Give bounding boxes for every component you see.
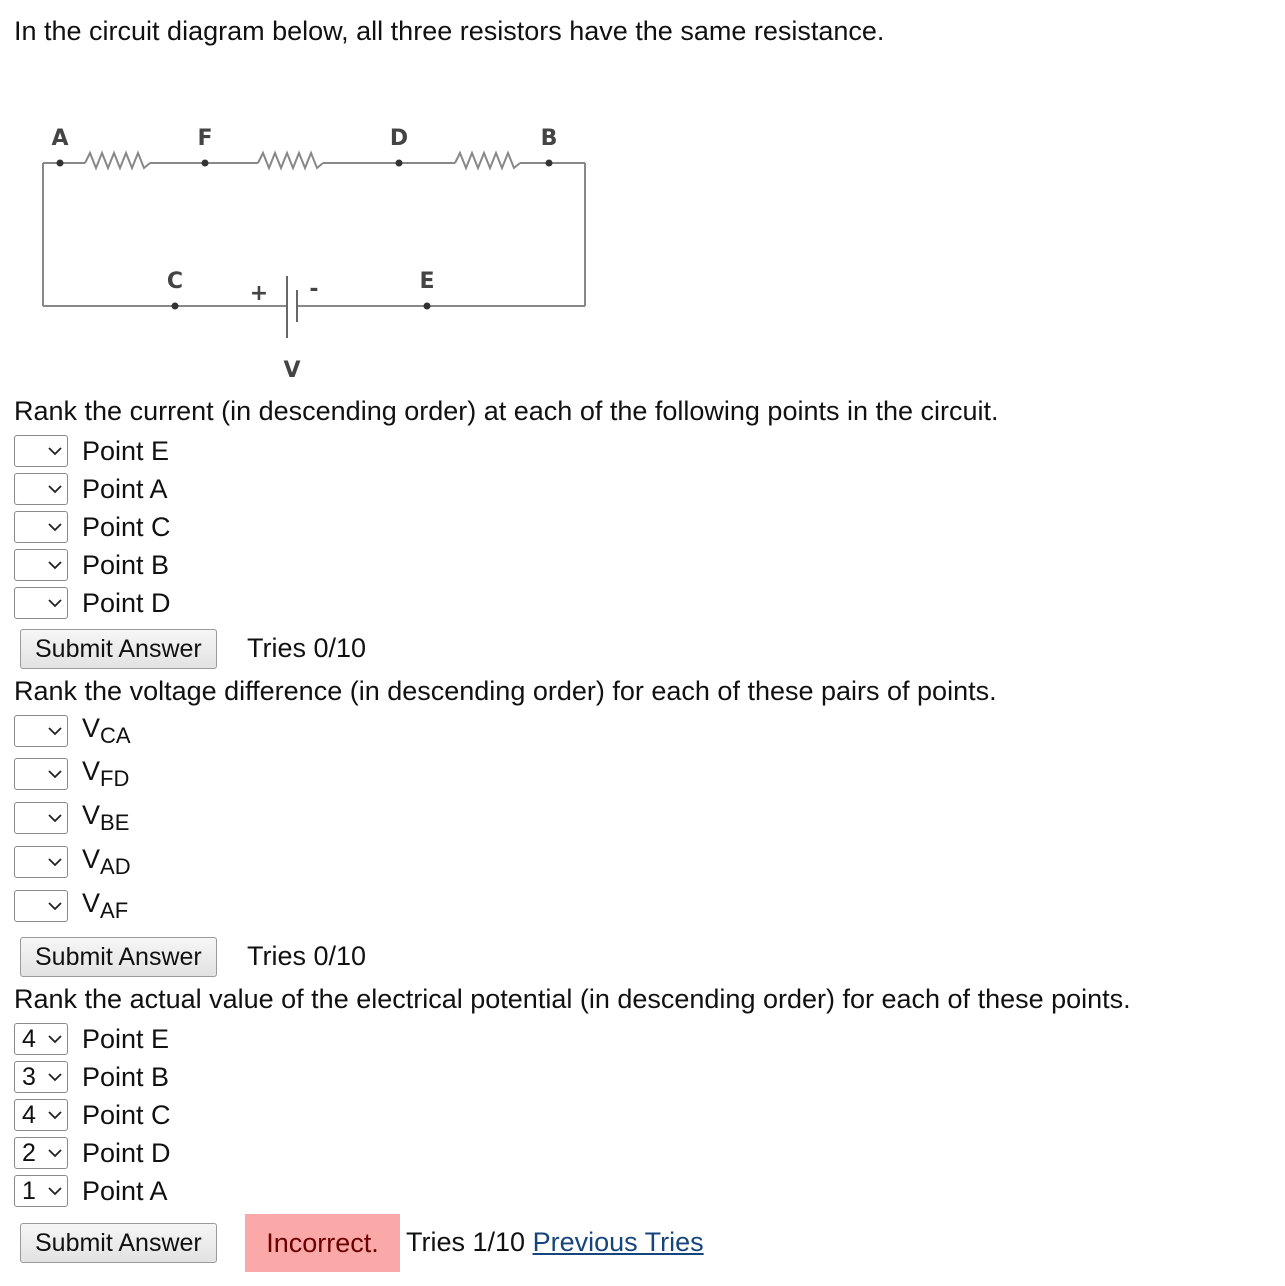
- rank-select[interactable]: [14, 802, 68, 834]
- label-v: V: [283, 358, 301, 383]
- rank-select-value: 3: [22, 1062, 36, 1091]
- voltage-subscript: AF: [100, 898, 129, 923]
- label-plus: +: [249, 281, 269, 306]
- chevron-down-icon: [48, 598, 62, 608]
- rank-select[interactable]: [14, 890, 68, 922]
- chevron-down-icon: [48, 1110, 62, 1120]
- rank-select[interactable]: [14, 549, 68, 581]
- chevron-down-icon: [48, 1186, 62, 1196]
- circuit-diagram: [0, 110, 620, 385]
- question-current-prompt: Rank the current (in descending order) at each of the following points in the circuit.: [14, 396, 999, 426]
- submit-potential-button[interactable]: Submit Answer: [20, 1223, 217, 1263]
- point-d-dot: [396, 160, 403, 167]
- rank-row: [14, 472, 168, 506]
- incorrect-status-badge: Incorrect.: [245, 1214, 400, 1272]
- rank-row: [14, 1174, 168, 1208]
- rank-row: [14, 1022, 169, 1056]
- rank-item-label: Point C: [82, 511, 171, 542]
- rank-row: [14, 510, 171, 544]
- point-e-dot: [424, 303, 431, 310]
- rank-row: [14, 586, 171, 620]
- rank-select-value: 4: [22, 1024, 36, 1053]
- rank-row: [14, 1060, 169, 1094]
- rank-select-value: 2: [22, 1138, 36, 1167]
- voltage-symbol: V: [82, 888, 101, 918]
- rank-item-label: Point B: [82, 1061, 170, 1092]
- voltage-subscript: CA: [100, 723, 131, 748]
- chevron-down-icon: [48, 522, 62, 532]
- rank-item-label: [82, 890, 128, 922]
- rank-select[interactable]: [14, 1061, 68, 1093]
- rank-item-label: Point E: [82, 435, 170, 466]
- rank-item-label: Point A: [82, 473, 168, 504]
- rank-select[interactable]: [14, 473, 68, 505]
- label-e: E: [419, 269, 435, 294]
- rank-select[interactable]: [14, 1023, 68, 1055]
- rank-item-label: Point B: [82, 549, 170, 580]
- chevron-down-icon: [48, 560, 62, 570]
- point-f-dot: [202, 160, 209, 167]
- voltage-subscript: BE: [100, 810, 130, 835]
- voltage-symbol: V: [82, 713, 101, 743]
- submit-current-button[interactable]: Submit Answer: [20, 629, 217, 669]
- tries-current: Tries 0/10: [247, 633, 367, 663]
- rank-select-value: 1: [22, 1176, 36, 1205]
- chevron-down-icon: [48, 1148, 62, 1158]
- voltage-symbol: V: [82, 844, 101, 874]
- rank-item-label: Point A: [82, 1175, 168, 1206]
- rank-select-value: 4: [22, 1100, 36, 1129]
- label-c: C: [166, 269, 184, 294]
- chevron-down-icon: [48, 857, 62, 867]
- rank-select[interactable]: [14, 511, 68, 543]
- label-minus: -: [309, 277, 319, 302]
- rank-select[interactable]: [14, 715, 68, 747]
- rank-item-label: Point D: [82, 587, 171, 618]
- rank-row: [14, 548, 169, 582]
- chevron-down-icon: [48, 484, 62, 494]
- rank-item-label: Point D: [82, 1137, 171, 1168]
- rank-row: [14, 889, 128, 923]
- chevron-down-icon: [48, 726, 62, 736]
- label-b: B: [540, 126, 558, 151]
- rank-item-label: [82, 715, 131, 747]
- rank-item-label: [82, 802, 129, 834]
- rank-row: [14, 714, 131, 748]
- rank-row: [14, 801, 129, 835]
- question-potential-prompt: Rank the actual value of the electrical potential (in descending order) for each of these points.: [14, 984, 1131, 1014]
- chevron-down-icon: [48, 901, 62, 911]
- chevron-down-icon: [48, 769, 62, 779]
- rank-select[interactable]: [14, 587, 68, 619]
- submit-voltage-button[interactable]: Submit Answer: [20, 937, 217, 977]
- rank-row: [14, 757, 129, 791]
- rank-item-label: [82, 758, 129, 790]
- label-d: D: [389, 126, 409, 151]
- rank-item-label: [82, 846, 131, 878]
- rank-select[interactable]: [14, 758, 68, 790]
- voltage-subscript: FD: [100, 766, 130, 791]
- point-b-dot: [546, 160, 553, 167]
- rank-select[interactable]: [14, 1137, 68, 1169]
- point-a-dot: [57, 160, 64, 167]
- rank-row: [14, 1098, 171, 1132]
- rank-row: [14, 434, 169, 468]
- rank-select[interactable]: [14, 846, 68, 878]
- chevron-down-icon: [48, 813, 62, 823]
- rank-row: [14, 845, 131, 879]
- label-a: A: [51, 126, 69, 151]
- rank-row: [14, 1136, 171, 1170]
- question-voltage-prompt: Rank the voltage difference (in descending order) for each of these pairs of points.: [14, 676, 997, 706]
- intro-text: In the circuit diagram below, all three resistors have the same resistance.: [14, 16, 885, 46]
- rank-select[interactable]: [14, 1175, 68, 1207]
- rank-select[interactable]: [14, 1099, 68, 1131]
- voltage-symbol: V: [82, 800, 101, 830]
- rank-item-label: Point C: [82, 1099, 171, 1130]
- tries-potential: [406, 1227, 704, 1258]
- previous-tries-link[interactable]: Previous Tries: [532, 1227, 704, 1257]
- chevron-down-icon: [48, 1034, 62, 1044]
- label-f: F: [197, 126, 213, 151]
- rank-select[interactable]: [14, 435, 68, 467]
- point-c-dot: [172, 303, 179, 310]
- rank-item-label: Point E: [82, 1023, 170, 1054]
- tries-voltage: Tries 0/10: [247, 941, 367, 971]
- chevron-down-icon: [48, 446, 62, 456]
- voltage-symbol: V: [82, 756, 101, 786]
- chevron-down-icon: [48, 1072, 62, 1082]
- voltage-subscript: AD: [100, 854, 131, 879]
- tries-potential-count: Tries 1/10: [406, 1227, 526, 1257]
